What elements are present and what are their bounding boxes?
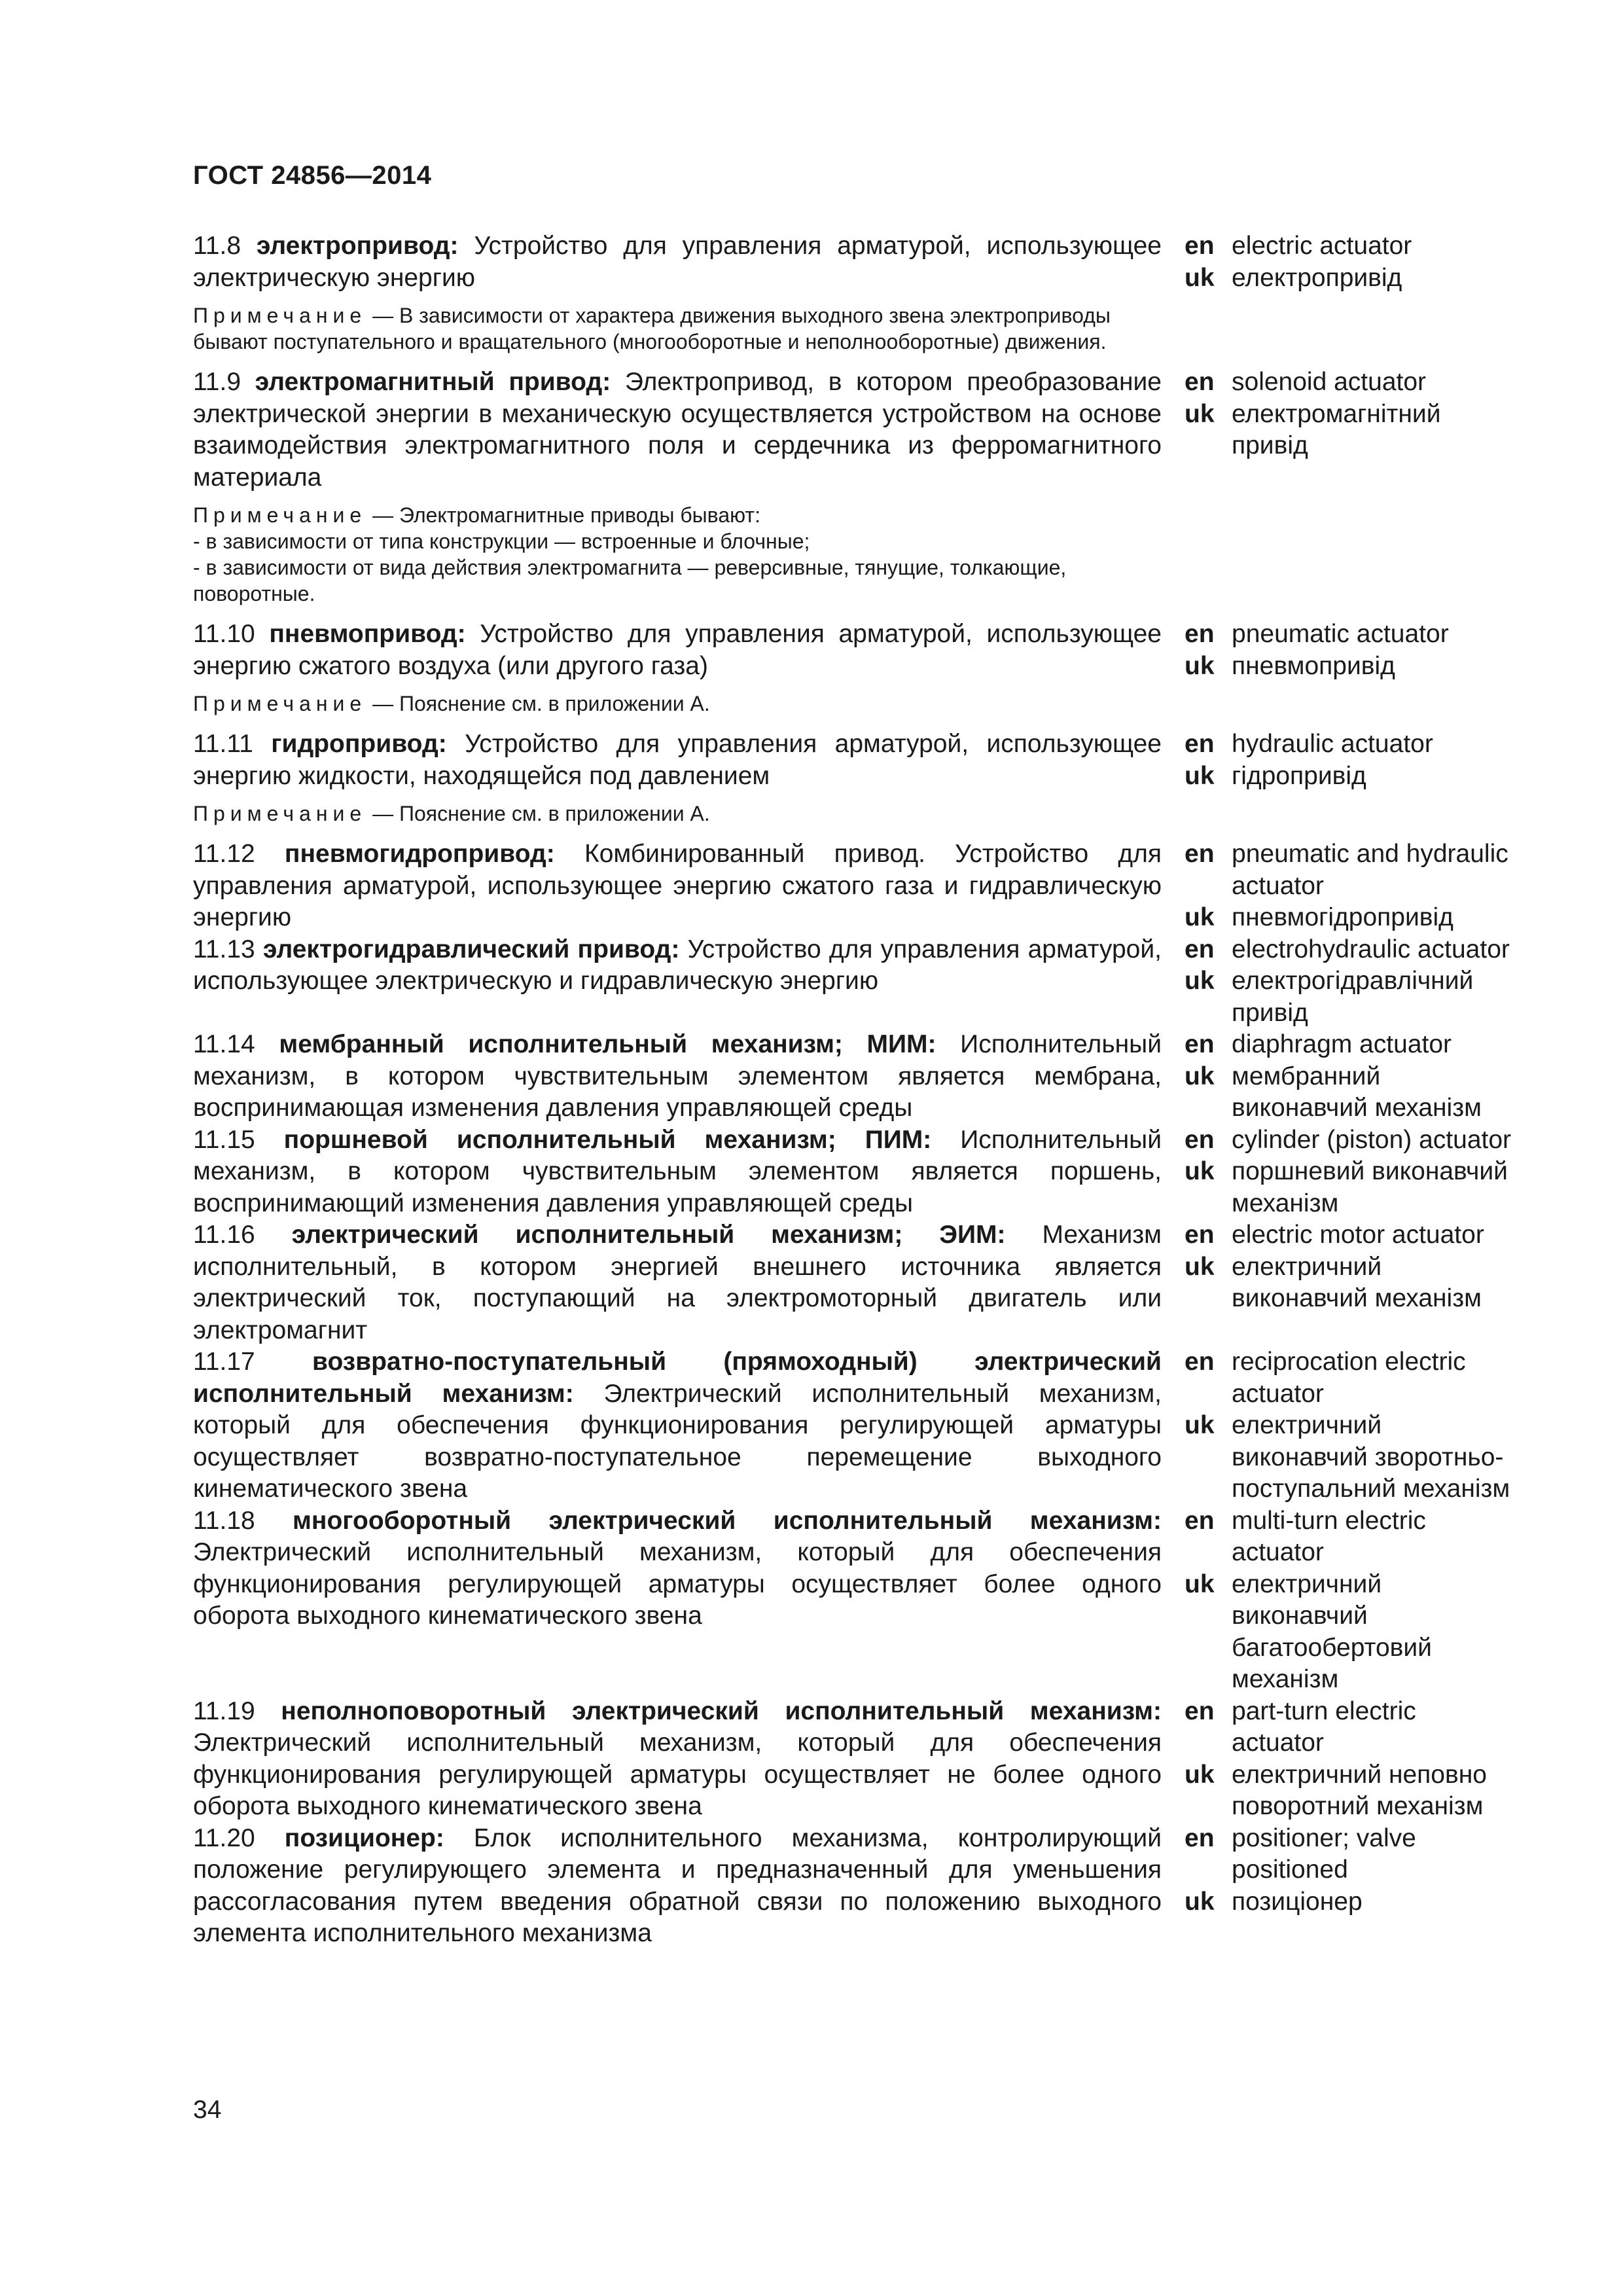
lang-code: en <box>1185 1221 1215 1249</box>
term-translations <box>1185 728 1512 792</box>
term-text: Комбинированный привод. Устройство для управления арматурой, использующее энергию сжатого газа и гидравлическую энергию <box>193 840 1162 931</box>
translation-text: електрогідравлічний привід <box>1232 967 1474 1027</box>
term-translations <box>1185 1029 1512 1124</box>
term-number: 11.19 <box>193 1696 255 1725</box>
term-name: пневмогидропривод: <box>284 840 555 868</box>
translation-text: reciprocation electric actuator <box>1232 1348 1466 1408</box>
term-name: поршневой исполнительный механизм; ПИМ: <box>283 1125 932 1154</box>
lang-code: uk <box>1185 1062 1215 1090</box>
note-label: Примечание <box>193 503 367 527</box>
term-name: позиционер: <box>284 1823 444 1852</box>
term-definition <box>193 1346 1162 1505</box>
lang-code: uk <box>1185 1411 1215 1439</box>
term-note <box>193 302 1162 355</box>
translation-text: diaphragm actuator <box>1232 1030 1452 1058</box>
term-definition <box>193 838 1162 934</box>
lang-code: en <box>1185 1125 1215 1154</box>
term-name: мембранный исполнительный механизм; МИМ: <box>279 1030 936 1058</box>
translation-text: electric motor actuator <box>1232 1221 1484 1249</box>
term-entry <box>193 1029 1528 1124</box>
translation-text: пневмопривід <box>1232 651 1395 680</box>
translation-text: поршневий виконавчий механізм <box>1232 1157 1508 1217</box>
lang-code: en <box>1185 935 1215 963</box>
term-definition <box>193 367 1162 493</box>
term-definition <box>193 1219 1162 1346</box>
note-label: Примечание <box>193 802 367 825</box>
lang-code: uk <box>1185 1887 1215 1916</box>
terms-list <box>193 230 1528 1950</box>
term-entry <box>193 230 1528 294</box>
lang-code: en <box>1185 730 1215 758</box>
term-entry <box>193 1696 1528 1823</box>
term-text: Блок исполнительного механизма, контролирующий положение регулирующего элемента и предназначенный для уменьшения рассогласования путем введения обратной связи по положению выходного элемента исполнительного механизма <box>193 1823 1162 1947</box>
translation-text: positioner; valve positioned <box>1232 1823 1416 1884</box>
translation-text: електромагнітний привід <box>1232 399 1441 459</box>
lang-code: en <box>1185 620 1215 648</box>
term-name: многооборотный электрический исполнительный механизм: <box>293 1506 1162 1535</box>
term-number: 11.12 <box>193 840 255 868</box>
lang-code: en <box>1185 368 1215 396</box>
lang-code: uk <box>1185 967 1215 995</box>
note-list-item: - в зависимости от типа конструкции — встроенные и блочные; <box>193 529 810 553</box>
term-entry <box>193 367 1528 493</box>
note-text: — Пояснение см. в приложении А. <box>366 692 710 715</box>
term-note <box>193 502 1162 607</box>
term-entry <box>193 1823 1528 1950</box>
term-entry <box>193 1219 1528 1346</box>
lang-code: en <box>1185 1030 1215 1058</box>
term-translations <box>1185 1505 1512 1696</box>
lang-code: uk <box>1185 399 1215 428</box>
term-translations <box>1185 1124 1512 1220</box>
lang-code: uk <box>1185 1570 1215 1598</box>
term-definition <box>193 1124 1162 1220</box>
translation-text: електропривід <box>1232 263 1402 292</box>
term-definition <box>193 1505 1162 1696</box>
term-translations <box>1185 1696 1512 1823</box>
term-text: Устройство для управления арматурой, использующее энергию жидкости, находящейся под давлением <box>193 730 1162 790</box>
term-name: неполноповоротный электрический исполнительный механизм: <box>281 1696 1162 1725</box>
term-text: Устройство для управления арматурой, использующее электрическую энергию <box>193 232 1162 292</box>
translation-text: мембранний виконавчий механізм <box>1232 1062 1482 1122</box>
translation-text: позиціонер <box>1232 1887 1363 1916</box>
term-entry <box>193 619 1528 682</box>
term-text: Электропривод, в котором преобразование электрической энергии в механическую осуществляется устройством на основе взаимодействия электромагнитного поля и сердечника из ферромагнитного материала <box>193 368 1162 492</box>
term-text: Электрический исполнительный механизм, который для обеспечения функционирования регулирующей арматуры осуществляет не более одного оборота выходного кинематического звена <box>193 1729 1162 1820</box>
term-entry <box>193 1505 1528 1696</box>
term-number: 11.9 <box>193 368 241 396</box>
lang-code: uk <box>1185 1252 1215 1281</box>
term-translations <box>1185 838 1512 934</box>
term-text: Электрический исполнительный механизм, который для обеспечения функционирования регулирующей арматуры осуществляет более одного оборота выходного кинематического звена <box>193 1538 1162 1630</box>
term-entry <box>193 1124 1528 1220</box>
term-text: Механизм исполнительный, в котором энергией внешнего источника является электрический ток, поступающий на электромоторный двигатель или электромагнит <box>193 1221 1162 1344</box>
term-number: 11.16 <box>193 1221 255 1249</box>
term-definition <box>193 934 1162 1030</box>
term-number: 11.8 <box>193 232 241 260</box>
term-number: 11.15 <box>193 1125 255 1154</box>
term-name: гидропривод: <box>271 730 447 758</box>
translation-text: electric actuator <box>1232 232 1412 260</box>
translation-text: електричний виконавчий зворотньо-поступальний механізм <box>1232 1411 1510 1503</box>
translation-text: pneumatic actuator <box>1232 620 1449 648</box>
term-entry <box>193 728 1528 792</box>
term-entry <box>193 1346 1528 1505</box>
term-text: Исполнительный механизм, в котором чувствительным элементом является поршень, воспринимающий изменения давления управляющей среды <box>193 1125 1162 1217</box>
term-note <box>193 691 1162 717</box>
term-translations <box>1185 619 1512 682</box>
term-name: электрический исполнительный механизм; ЭИМ: <box>291 1221 1006 1249</box>
note-text: — Электромагнитные приводы бывают: <box>366 503 760 527</box>
term-definition <box>193 728 1162 792</box>
term-note <box>193 800 1162 827</box>
term-number: 11.20 <box>193 1823 255 1852</box>
term-name: электропривод: <box>256 232 459 260</box>
lang-code: en <box>1185 232 1215 260</box>
term-name: электромагнитный привод: <box>255 368 611 396</box>
term-definition <box>193 619 1162 682</box>
term-text: Электрический исполнительный механизм, который для обеспечения функционирования регулирующей арматуры осуществляет возвратно-поступательное перемещение выходного кинематического звена <box>193 1379 1162 1503</box>
translation-text: multi-turn electric actuator <box>1232 1506 1426 1566</box>
translation-text: part-turn electric actuator <box>1232 1696 1416 1757</box>
term-definition <box>193 1029 1162 1124</box>
lang-code: uk <box>1185 263 1215 292</box>
translation-text: electrohydraulic actuator <box>1232 935 1510 963</box>
term-translations <box>1185 1346 1512 1505</box>
term-definition <box>193 1823 1162 1950</box>
lang-code: uk <box>1185 1760 1215 1789</box>
translation-text: електричний виконавчий багатообертовий механізм <box>1232 1570 1432 1693</box>
term-translations <box>1185 1219 1512 1346</box>
lang-code: en <box>1185 1696 1215 1725</box>
term-entry <box>193 838 1528 934</box>
term-definition <box>193 230 1162 294</box>
note-list-item: - в зависимости от вида действия электромагнита — реверсивные, тянущие, толкающие, поворотные. <box>193 556 1067 605</box>
term-translations <box>1185 1823 1512 1950</box>
term-name: пневмопривод: <box>269 620 466 648</box>
translation-text: solenoid actuator <box>1232 368 1427 396</box>
term-name: электрогидравлический привод: <box>262 935 680 963</box>
translation-text: гідропривід <box>1232 761 1366 790</box>
translation-text: hydraulic actuator <box>1232 730 1433 758</box>
term-number: 11.13 <box>193 935 255 963</box>
lang-code: en <box>1185 1506 1215 1535</box>
translation-text: пневмогідропривід <box>1232 903 1454 931</box>
note-text: — В зависимости от характера движения выходного звена электроприводы бывают поступательного и вращательного (многооборотные и неполнооборотные) движения. <box>193 304 1111 353</box>
term-entry <box>193 934 1528 1030</box>
term-text: Исполнительный механизм, в котором чувствительным элементом является мембрана, воспринимающая изменения давления управляющей среды <box>193 1030 1162 1122</box>
term-number: 11.11 <box>193 730 253 758</box>
document-header: ГОСТ 24856—2014 <box>193 161 432 190</box>
term-translations <box>1185 367 1512 493</box>
page-number: 34 <box>193 2096 222 2124</box>
lang-code: uk <box>1185 651 1215 680</box>
term-number: 11.18 <box>193 1506 255 1535</box>
term-number: 11.14 <box>193 1030 255 1058</box>
lang-code: uk <box>1185 1157 1215 1185</box>
note-label: Примечание <box>193 304 367 327</box>
translation-text: pneumatic and hydraulic actuator <box>1232 840 1508 900</box>
lang-code: en <box>1185 1348 1215 1376</box>
lang-code: en <box>1185 1823 1215 1852</box>
translation-text: електричний виконавчий механізм <box>1232 1252 1482 1312</box>
lang-code: en <box>1185 840 1215 868</box>
term-text: Устройство для управления арматурой, использующее электрическую и гидравлическую энергию <box>193 935 1162 995</box>
translation-text: cylinder (piston) actuator <box>1232 1125 1512 1154</box>
lang-code: uk <box>1185 761 1215 790</box>
note-text: — Пояснение см. в приложении А. <box>366 802 710 825</box>
term-text: Устройство для управления арматурой, использующее энергию сжатого воздуха (или другого газа) <box>193 620 1162 680</box>
term-translations <box>1185 934 1512 1030</box>
note-label: Примечание <box>193 692 367 715</box>
translation-text: електричний неповно поворотний механізм <box>1232 1760 1487 1820</box>
term-translations <box>1185 230 1512 294</box>
term-definition <box>193 1696 1162 1823</box>
term-number: 11.10 <box>193 620 255 648</box>
term-number: 11.17 <box>193 1348 255 1376</box>
term-name: возвратно-поступательный (прямоходный) электрический исполнительный механизм: <box>193 1348 1162 1408</box>
lang-code: uk <box>1185 903 1215 931</box>
